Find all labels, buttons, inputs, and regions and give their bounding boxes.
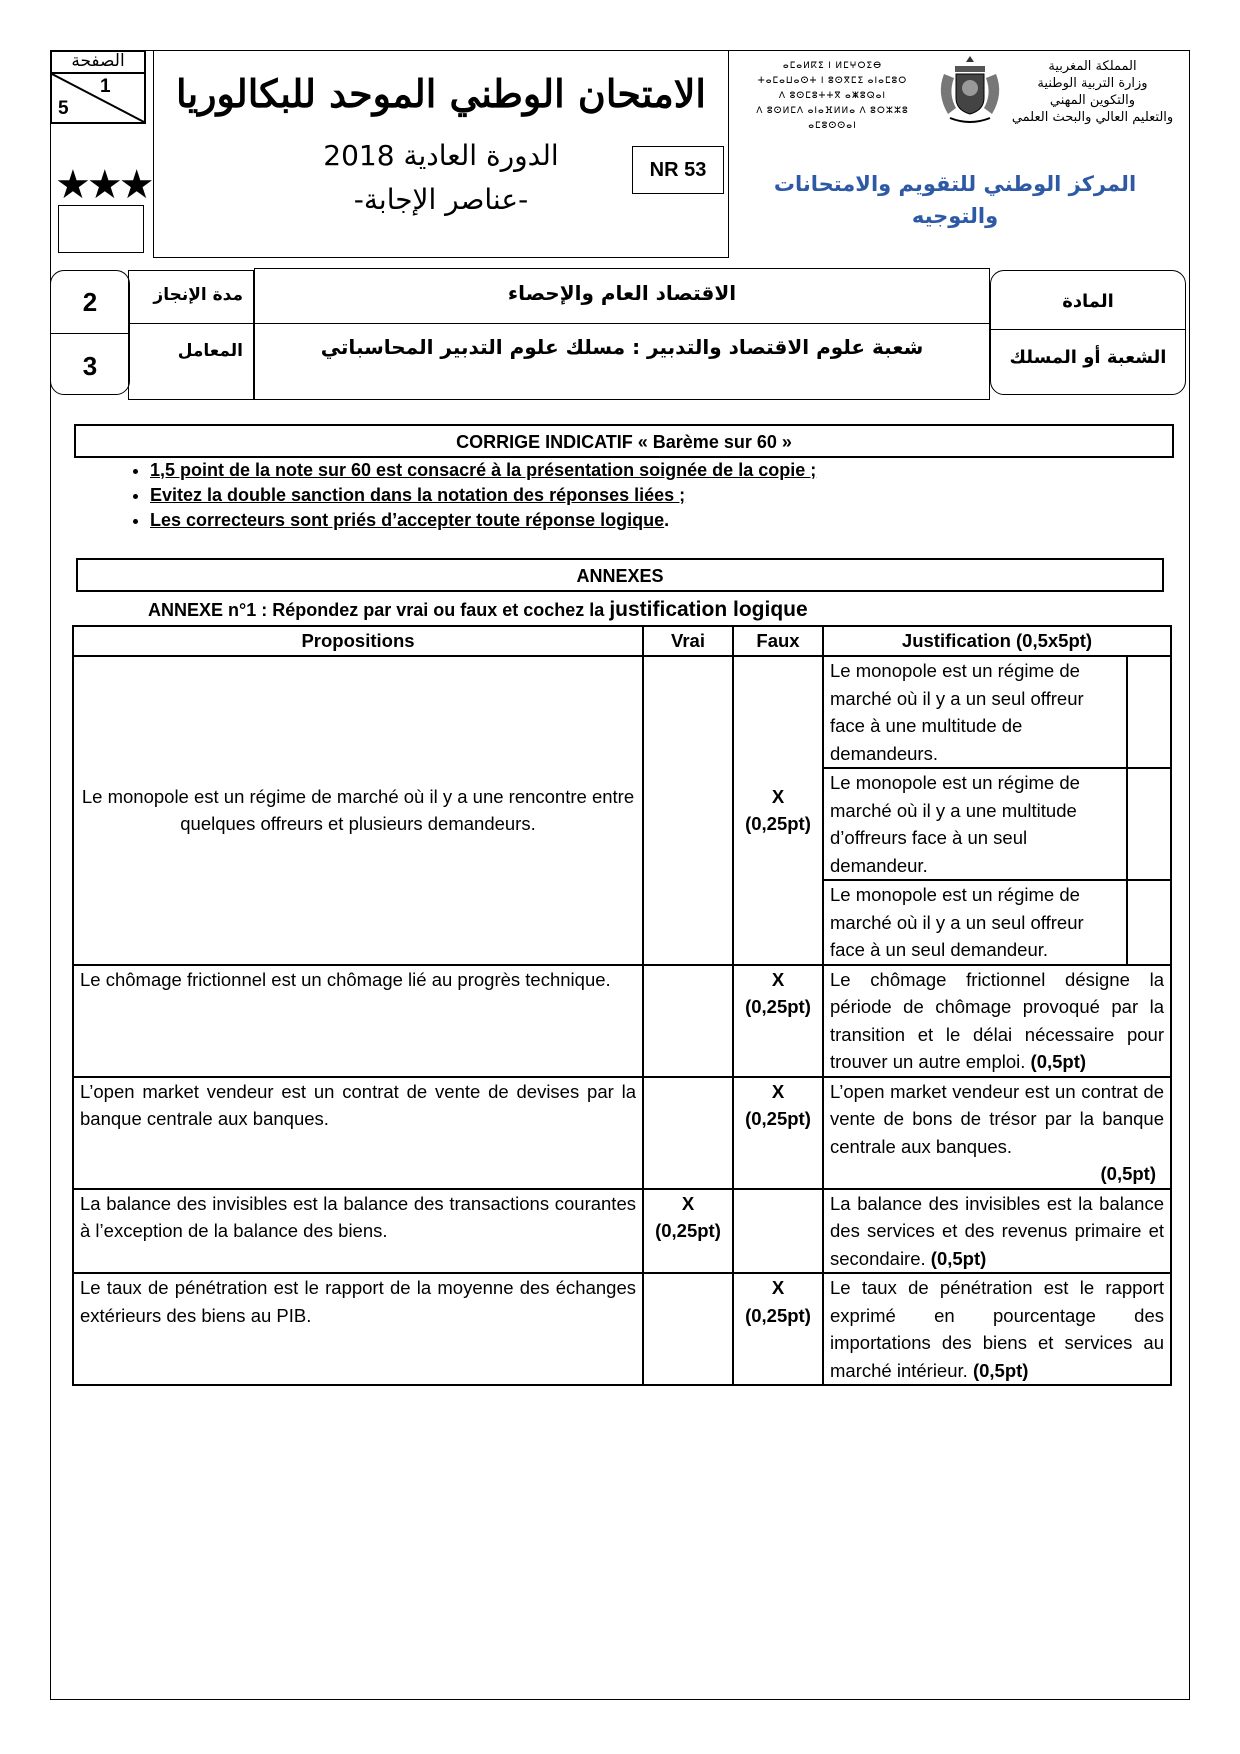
justification-cell <box>823 1189 1171 1274</box>
center-name-line: والتوجيه <box>911 204 999 228</box>
table-row <box>73 965 1171 1077</box>
ministry-line: والتكوين المهني <box>1049 93 1136 108</box>
justification-cell <box>823 965 1171 1077</box>
annexe1-instruction: ANNEXE n°1 : Répondez par vrai ou faux et cochez la <box>148 600 605 620</box>
annexe1-title <box>148 598 808 622</box>
justification-points: (0,5pt) <box>972 1359 1029 1381</box>
header-vrai: Vrai <box>643 626 733 656</box>
faux-cell <box>733 1077 823 1189</box>
vrai-cell <box>643 1077 733 1189</box>
note-item: • Evitez la double sanction dans la notation des réponses liées ; <box>150 483 1120 508</box>
tifinagh-header <box>735 58 930 133</box>
faux-mark: X <box>771 785 785 807</box>
justification-option <box>824 657 1170 768</box>
session-label: الدورة العادية 2018 <box>323 139 559 172</box>
difficulty-stars: ★★★ <box>55 163 151 207</box>
evaluation-center-name <box>735 168 1175 232</box>
annexe1-instruction-emphasis: justification logique <box>609 598 808 621</box>
faux-points: (0,25pt) <box>745 1108 811 1129</box>
vrai-points: (0,25pt) <box>655 1220 721 1241</box>
subject-labels <box>990 270 1186 395</box>
center-name-line: المركز الوطني للتقويم والامتحانات <box>773 172 1137 196</box>
note-item: • 1,5 point de la note sur 60 est consacré à la présentation soignée de la copie ; <box>150 458 1120 483</box>
option-text: Le monopole est un régime de marché où il y a un seul offreur face à une multitude de demandeurs. <box>824 657 1127 768</box>
tifinagh-line: ⴷ ⵓⵙⵎⵓⵜⵜⴳ ⴰⵥⵓⵕⴰⵏ <box>778 90 887 100</box>
header-justification: Justification (0,5x5pt) <box>823 626 1171 656</box>
vrai-cell <box>643 656 733 965</box>
page-total: 5 <box>58 98 69 119</box>
faux-mark: X <box>771 1277 785 1298</box>
vrai-cell <box>643 1189 733 1274</box>
table-row <box>73 1189 1171 1274</box>
justification-text: La balance des invisibles est la balance des services et des revenus primaire et secondaire. <box>830 1192 1164 1269</box>
option-checkbox[interactable] <box>1127 768 1170 880</box>
answer-elements-label: -عناصر الإجابة- <box>353 183 529 216</box>
option-text: Le monopole est un régime de marché où il y a une multitude d’offreurs face à un seul demandeur. <box>824 768 1127 880</box>
justification-text: Le chômage frictionnel désigne la période de chômage provoqué par la transition et le délai nécessaire pour trouver un autre emploi. <box>830 968 1164 1072</box>
duration-label: مدة الإنجاز <box>153 285 243 305</box>
subject-name: الاقتصاد العام والإحصاء <box>507 281 737 305</box>
faux-cell <box>733 656 823 965</box>
exam-title: الامتحان الوطني الموحد للبكالوريا <box>176 71 706 116</box>
proposition-cell: La balance des invisibles est la balance des transactions courantes à l’exception de la balance des biens. <box>73 1189 643 1274</box>
faux-points: (0,25pt) <box>745 996 811 1017</box>
note-item-text: Les correcteurs sont priés d’accepter toute réponse logique <box>150 510 665 530</box>
faux-cell <box>733 1189 823 1274</box>
justification-points: (0,5pt) <box>1030 1051 1087 1072</box>
duration-coef-labels <box>128 270 254 400</box>
duration-value: 2 <box>82 287 98 317</box>
ministry-line: والتعليم العالي والبحث العلمي <box>1011 110 1174 125</box>
coefficient-label: المعامل <box>177 341 243 361</box>
justification-options-cell <box>823 656 1171 965</box>
faux-cell <box>733 965 823 1077</box>
tifinagh-line: ⵜⴰⵎⴰⵡⴰⵙⵜ ⵏ ⵓⵙⴳⵎⵉ ⴰⵏⴰⵎⵓⵔ <box>757 75 908 85</box>
faux-cell <box>733 1273 823 1385</box>
stream-label: الشعبة أو المسلك <box>1009 347 1167 368</box>
proposition-cell: Le chômage frictionnel est un chômage lié au progrès technique. <box>73 965 643 1077</box>
justification-cell <box>823 1273 1171 1385</box>
proposition-cell: Le monopole est un régime de marché où il y a une rencontre entre quelques offreurs et plusieurs demandeurs. <box>73 656 643 965</box>
proposition-cell: L’open market vendeur est un contrat de vente de devises par la banque centrale aux banques. <box>73 1077 643 1189</box>
tifinagh-line: ⴰⵎⴰⵍⴽⵉ ⵏ ⵍⵎⵖⵔⵉⴱ <box>782 60 883 70</box>
vrai-mark: X <box>681 1192 695 1214</box>
faux-points: (0,25pt) <box>745 1304 811 1326</box>
vrai-cell <box>643 1273 733 1385</box>
grading-notes <box>120 458 1120 533</box>
table-header-row <box>73 626 1171 656</box>
option-text: Le monopole est un régime de marché où il y a un seul offreur face à un seul demandeur. <box>824 880 1127 964</box>
answer-table <box>72 625 1172 1386</box>
header-propositions: Propositions <box>73 626 643 656</box>
faux-mark: X <box>771 968 785 990</box>
justification-text: Le taux de pénétration est le rapport exprimé en pourcentage des importations des biens et services au marché intérieur. <box>830 1277 1164 1381</box>
coefficient-value: 3 <box>82 351 98 381</box>
subject-box <box>254 268 990 400</box>
note-item-suffix: . <box>664 510 670 530</box>
annexes-title: ANNEXES <box>76 558 1164 592</box>
duration-coef-values <box>50 270 130 395</box>
exam-code: NR 53 <box>632 146 724 194</box>
kingdom-emblem-icon <box>930 52 1010 128</box>
table-row <box>73 1077 1171 1189</box>
table-row <box>73 1273 1171 1385</box>
empty-box <box>58 205 144 253</box>
stream-name: شعبة علوم الاقتصاد والتدبير : مسلك علوم التدبير المحاسباتي <box>320 335 924 359</box>
justification-option <box>824 768 1170 880</box>
justification-points: (0,5pt) <box>1100 1163 1156 1184</box>
page-number: 1 <box>100 76 111 97</box>
header-faux: Faux <box>733 626 823 656</box>
ministry-line: المملكة المغربية <box>1048 59 1137 74</box>
justification-text: L’open market vendeur est un contrat de vente de bons de trésor par la banque centrale aux banques. <box>830 1080 1164 1157</box>
faux-points: (0,25pt) <box>745 813 811 835</box>
page-number-box <box>50 50 146 124</box>
note-item <box>150 508 1120 533</box>
faux-mark: X <box>771 1080 785 1102</box>
justification-option <box>824 880 1170 964</box>
ministry-header <box>1000 58 1185 126</box>
subject-label: المادة <box>1062 291 1114 312</box>
corrige-title: CORRIGE INDICATIF « Barème sur 60 » <box>74 424 1174 458</box>
justification-cell <box>823 1077 1171 1189</box>
justification-options <box>824 657 1170 964</box>
tifinagh-line: ⴷ ⵓⵙⵍⵎⴷ ⴰⵏⴰⴼⵍⵍⴰ ⴷ ⵓⵔⵣⵣⵓ ⴰⵎⵓⵙⵙⴰⵏ <box>756 105 909 130</box>
proposition-cell: Le taux de pénétration est le rapport de la moyenne des échanges extérieurs des biens au PIB. <box>73 1273 643 1385</box>
ministry-line: وزارة التربية الوطنية <box>1037 76 1148 91</box>
table-row <box>73 656 1171 965</box>
vrai-cell <box>643 965 733 1077</box>
page-label: الصفحة <box>52 50 144 74</box>
option-checkbox[interactable] <box>1127 657 1170 768</box>
justification-points: (0,5pt) <box>930 1247 987 1269</box>
option-checkbox[interactable] <box>1127 880 1170 964</box>
